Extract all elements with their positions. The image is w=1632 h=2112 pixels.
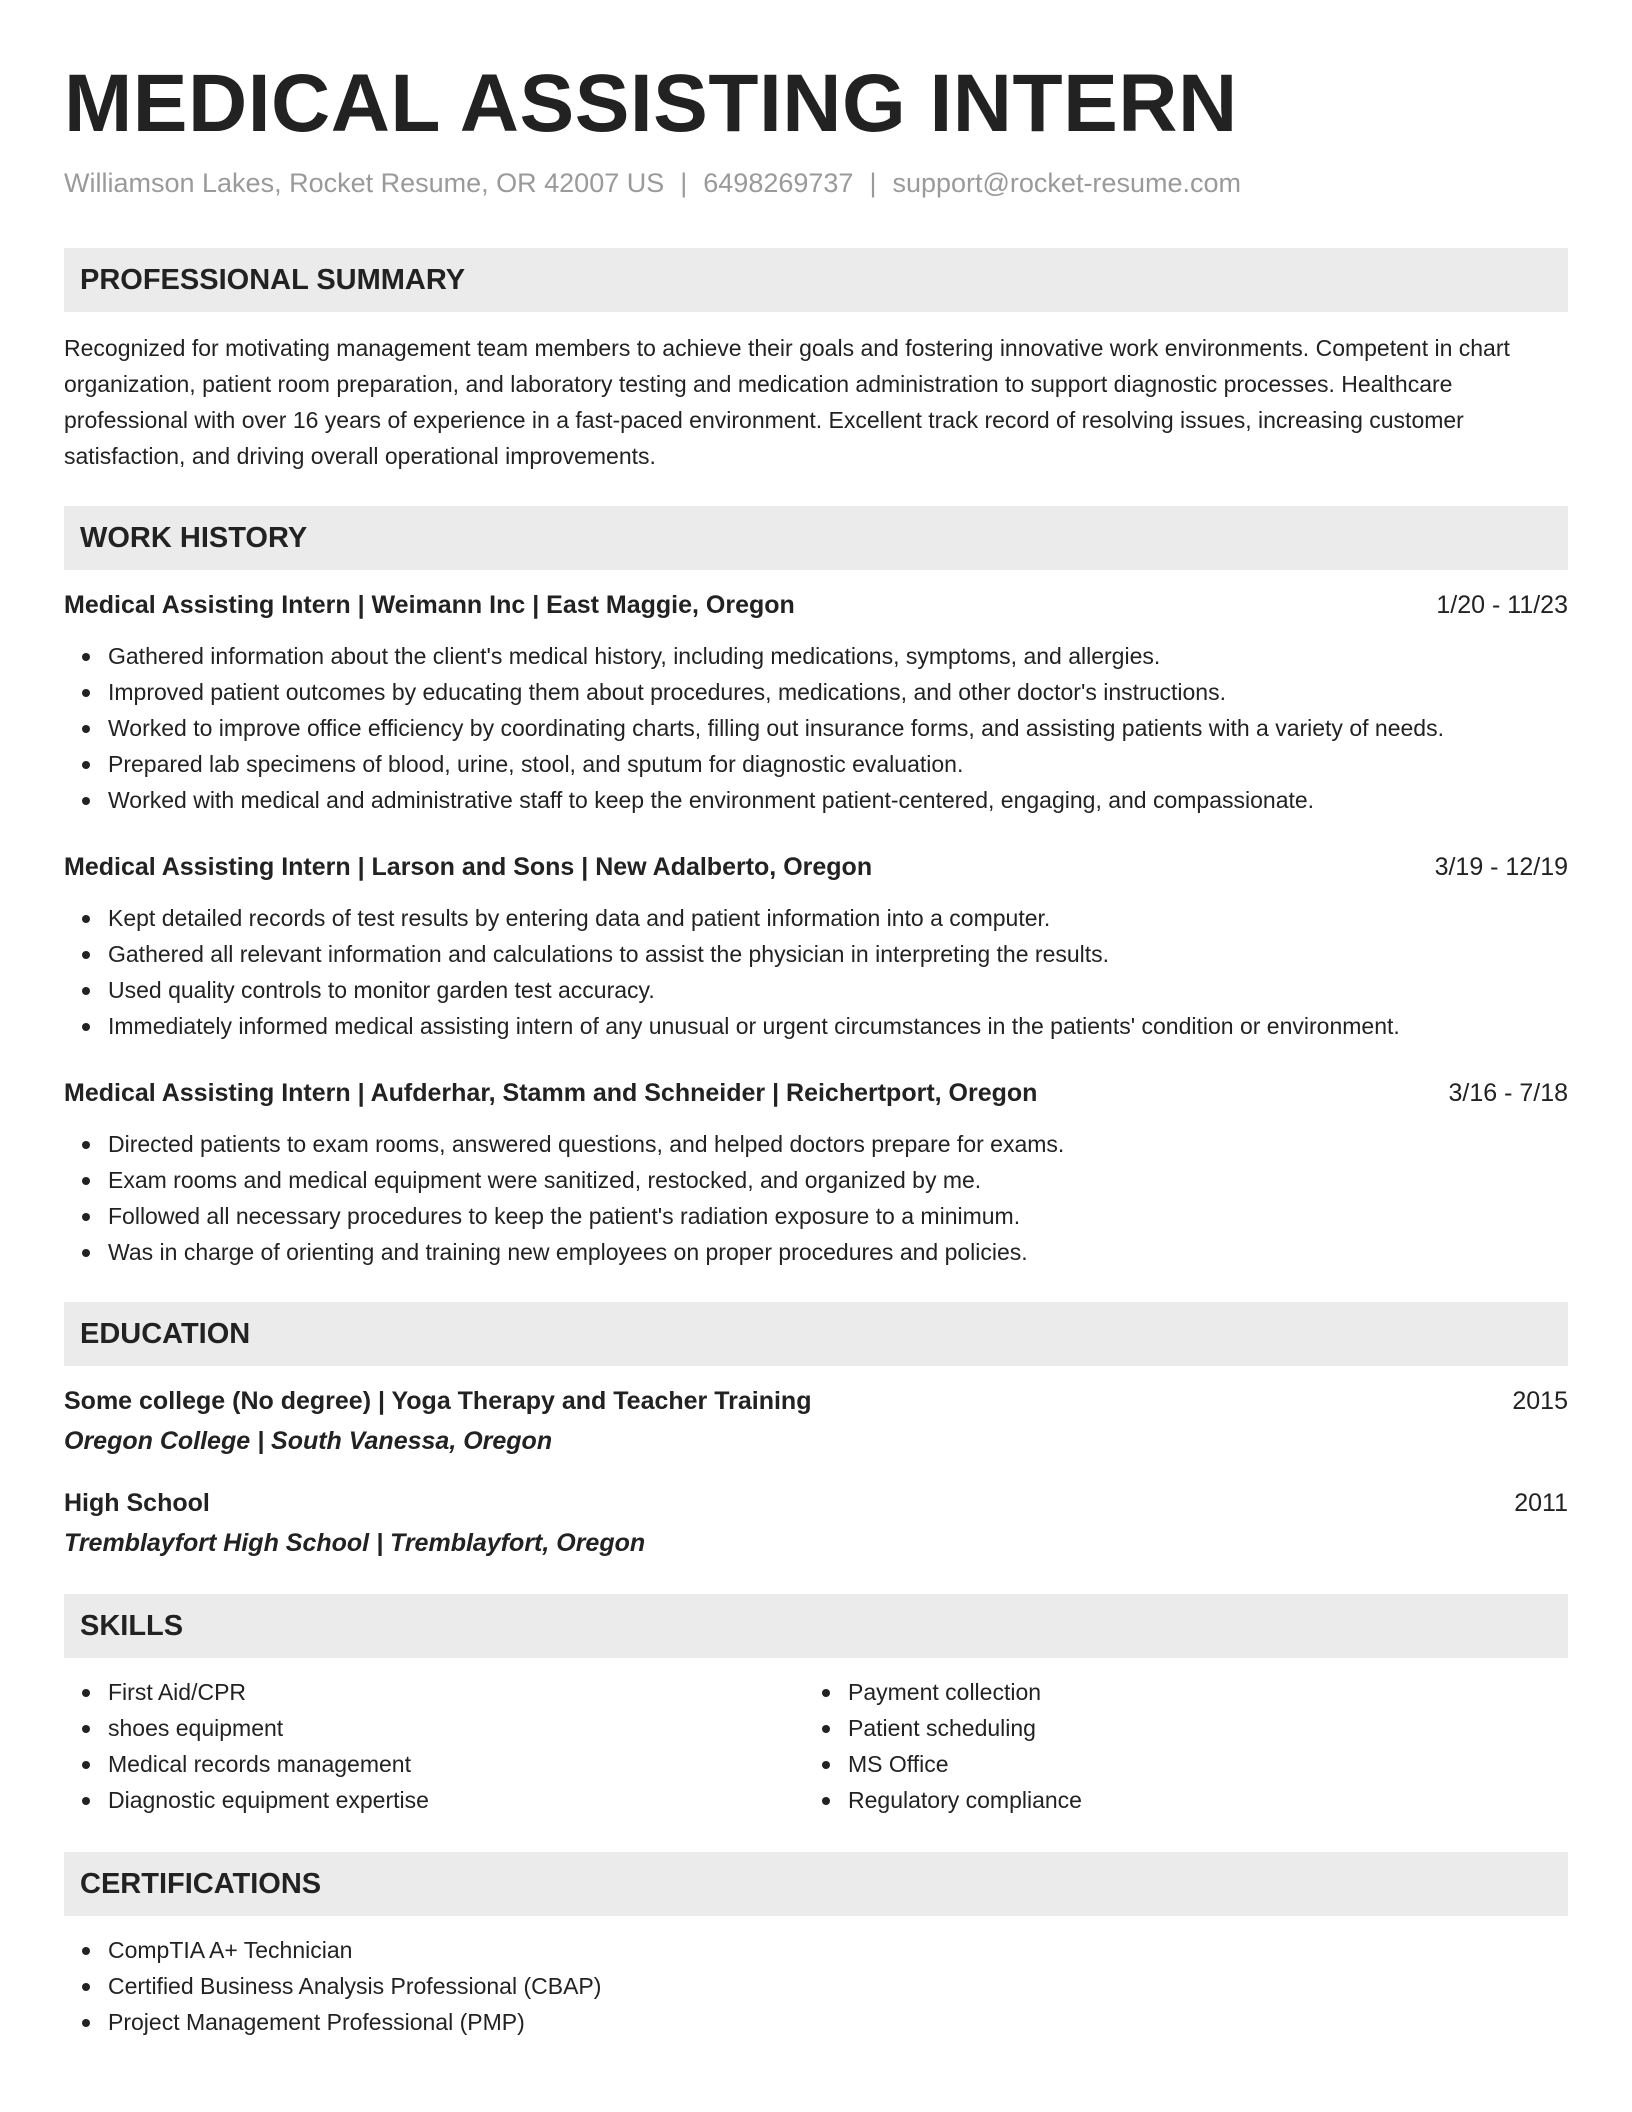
job-bullet: Improved patient outcomes by educating them about procedures, medications, and other doctor's instructions. bbox=[108, 674, 1568, 710]
skills-list bbox=[64, 1674, 804, 1818]
job-entry bbox=[64, 1076, 1568, 1270]
contact-separator: | bbox=[869, 168, 877, 198]
job-heading-row bbox=[64, 850, 1568, 884]
skills-column-right bbox=[804, 1674, 1544, 1818]
job-bullet: Followed all necessary procedures to keep the patient's radiation exposure to a minimum. bbox=[108, 1198, 1568, 1234]
skill-item: Medical records management bbox=[108, 1746, 804, 1782]
skills-column-left bbox=[64, 1674, 804, 1818]
job-dates: 1/20 - 11/23 bbox=[1436, 591, 1568, 619]
job-bullet: Kept detailed records of test results by entering data and patient information into a computer. bbox=[108, 900, 1568, 936]
work-history-list bbox=[64, 588, 1568, 1270]
education-year: 2015 bbox=[1512, 1387, 1568, 1415]
contact-address: Williamson Lakes, Rocket Resume, OR 42007 US bbox=[64, 168, 665, 198]
job-bullets bbox=[64, 900, 1568, 1044]
skill-item: First Aid/CPR bbox=[108, 1674, 804, 1710]
certification-item: Project Management Professional (PMP) bbox=[108, 2004, 1568, 2040]
job-entry bbox=[64, 588, 1568, 818]
certification-item: Certified Business Analysis Professional (CBAP) bbox=[108, 1968, 1568, 2004]
job-bullet: Was in charge of orienting and training new employees on proper procedures and policies. bbox=[108, 1234, 1568, 1270]
education-heading-row bbox=[64, 1486, 1568, 1520]
contact-line bbox=[64, 166, 1568, 200]
contact-phone: 6498269737 bbox=[703, 168, 854, 198]
skill-item: Patient scheduling bbox=[848, 1710, 1544, 1746]
section-header-certifications: CERTIFICATIONS bbox=[64, 1852, 1568, 1916]
job-title: Medical Assisting Intern | Larson and Sons | New Adalberto, Oregon bbox=[64, 853, 873, 881]
skill-item: Diagnostic equipment expertise bbox=[108, 1782, 804, 1818]
education-entry bbox=[64, 1486, 1568, 1560]
job-title: Medical Assisting Intern | Aufderhar, Stamm and Schneider | Reichertport, Oregon bbox=[64, 1079, 1038, 1107]
skills-grid bbox=[64, 1674, 1568, 1818]
job-dates: 3/19 - 12/19 bbox=[1434, 853, 1568, 881]
contact-separator: | bbox=[680, 168, 688, 198]
job-heading-row bbox=[64, 1076, 1568, 1110]
job-entry bbox=[64, 850, 1568, 1044]
job-bullet: Directed patients to exam rooms, answered questions, and helped doctors prepare for exams. bbox=[108, 1126, 1568, 1162]
job-bullet: Immediately informed medical assisting intern of any unusual or urgent circumstances in the patients' condition or environment. bbox=[108, 1008, 1568, 1044]
job-bullet: Worked to improve office efficiency by coordinating charts, filling out insurance forms, and assisting patients with a variety of needs. bbox=[108, 710, 1568, 746]
certifications-list bbox=[64, 1932, 1568, 2040]
section-header-summary: PROFESSIONAL SUMMARY bbox=[64, 248, 1568, 312]
job-bullets bbox=[64, 1126, 1568, 1270]
job-title: Medical Assisting Intern | Weimann Inc | East Maggie, Oregon bbox=[64, 591, 795, 619]
certification-item: CompTIA A+ Technician bbox=[108, 1932, 1568, 1968]
job-dates: 3/16 - 7/18 bbox=[1448, 1079, 1568, 1107]
skill-item: Payment collection bbox=[848, 1674, 1544, 1710]
section-header-education: EDUCATION bbox=[64, 1302, 1568, 1366]
education-entry bbox=[64, 1384, 1568, 1458]
job-bullet: Prepared lab specimens of blood, urine, stool, and sputum for diagnostic evaluation. bbox=[108, 746, 1568, 782]
job-bullet: Used quality controls to monitor garden test accuracy. bbox=[108, 972, 1568, 1008]
section-header-work-history: WORK HISTORY bbox=[64, 506, 1568, 570]
skill-item: shoes equipment bbox=[108, 1710, 804, 1746]
skill-item: Regulatory compliance bbox=[848, 1782, 1544, 1818]
job-heading-row bbox=[64, 588, 1568, 622]
skills-list bbox=[804, 1674, 1544, 1818]
job-bullet: Gathered information about the client's medical history, including medications, symptoms, and allergies. bbox=[108, 638, 1568, 674]
contact-email: support@rocket-resume.com bbox=[892, 168, 1241, 198]
job-bullet: Exam rooms and medical equipment were sanitized, restocked, and organized by me. bbox=[108, 1162, 1568, 1198]
section-header-skills: SKILLS bbox=[64, 1594, 1568, 1658]
job-bullet: Gathered all relevant information and calculations to assist the physician in interpreting the results. bbox=[108, 936, 1568, 972]
summary-text: Recognized for motivating management team members to achieve their goals and fostering innovative work environments. Competent in chart organization, patient room preparation, and laboratory testing and medication administration to support diagnostic processes. Healthcare professional with over 16 years of experience in a fast-paced environment. Excellent track record of resolving issues, increasing customer satisfaction, and driving overall operational improvements. bbox=[64, 335, 1510, 469]
education-heading-row bbox=[64, 1384, 1568, 1418]
education-school: Tremblayfort High School | Tremblayfort, Oregon bbox=[64, 1529, 646, 1557]
resume-name: MEDICAL ASSISTING INTERN bbox=[64, 58, 1238, 149]
education-year: 2011 bbox=[1514, 1489, 1568, 1517]
education-school: Oregon College | South Vanessa, Oregon bbox=[64, 1427, 553, 1455]
job-bullet: Worked with medical and administrative staff to keep the environment patient-centered, engaging, and compassionate. bbox=[108, 782, 1568, 818]
job-bullets bbox=[64, 638, 1568, 818]
education-title: High School bbox=[64, 1489, 210, 1517]
education-title: Some college (No degree) | Yoga Therapy and Teacher Training bbox=[64, 1387, 812, 1415]
skill-item: MS Office bbox=[848, 1746, 1544, 1782]
